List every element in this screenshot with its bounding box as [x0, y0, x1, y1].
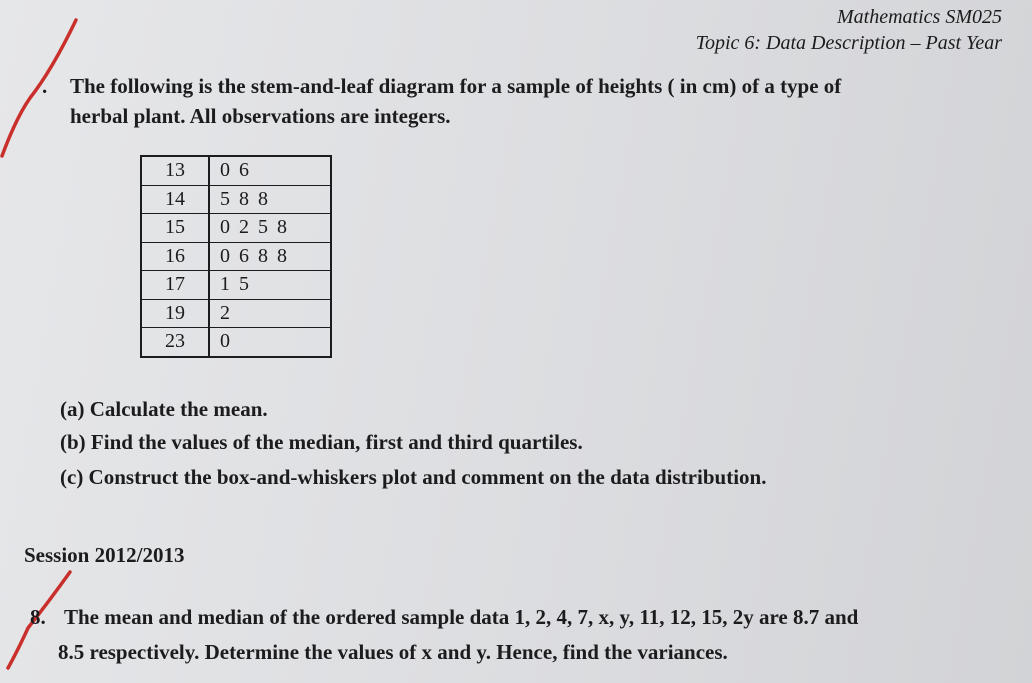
leaf-cell: 0 2 5 8	[209, 214, 331, 243]
question-7-part-a: (a) Calculate the mean.	[60, 397, 268, 421]
question-7-line-2: herbal plant. All observations are integers.	[70, 104, 451, 128]
question-8-number: 8.	[30, 605, 46, 629]
session-heading: Session 2012/2013	[24, 543, 185, 567]
question-7-number: .	[42, 74, 48, 98]
stem-cell: 19	[141, 299, 209, 328]
stem-leaf-row	[141, 214, 331, 243]
stem-cell: 14	[141, 185, 209, 214]
stem-leaf-row	[141, 242, 331, 271]
question-7-part-c: (c) Construct the box-and-whiskers plot and comment on the data distribution.	[60, 465, 767, 489]
question-8-line-2: 8.5 respectively. Determine the values of x and y. Hence, find the variances.	[58, 640, 728, 664]
leaf-cell: 2	[209, 299, 331, 328]
topic-header: Topic 6: Data Description – Past Year	[695, 32, 1002, 54]
stem-and-leaf-table	[140, 155, 332, 358]
stem-leaf-row	[141, 299, 331, 328]
leaf-cell: 0	[220, 330, 232, 353]
stem-leaf-row	[141, 271, 331, 300]
leaf-cell: 1 5	[209, 271, 331, 300]
stem-cell: 17	[141, 271, 209, 300]
stem-cell: 13	[141, 156, 209, 185]
leaf-cell: 5 8 8	[209, 185, 331, 214]
stem-leaf-row	[141, 328, 331, 357]
stem-cell: 23	[141, 328, 209, 357]
question-7-part-b: (b) Find the values of the median, first and third quartiles.	[60, 430, 583, 454]
question-7-line-1: The following is the stem-and-leaf diagram for a sample of heights ( in cm) of a type of	[70, 74, 842, 98]
pen-mark-q7	[2, 20, 76, 156]
course-header: Mathematics SM025	[837, 6, 1002, 28]
leaf-cell: 0 6 8 8	[209, 242, 331, 271]
stem-leaf-row	[141, 156, 331, 185]
stem-cell: 15	[141, 214, 209, 243]
stem-leaf-row	[141, 185, 331, 214]
leaf-cell: 0 6	[209, 156, 331, 185]
question-8-line-1: The mean and median of the ordered sample data 1, 2, 4, 7, x, y, 11, 12, 15, 2y are 8.7 and	[64, 605, 859, 629]
stem-cell: 16	[141, 242, 209, 271]
